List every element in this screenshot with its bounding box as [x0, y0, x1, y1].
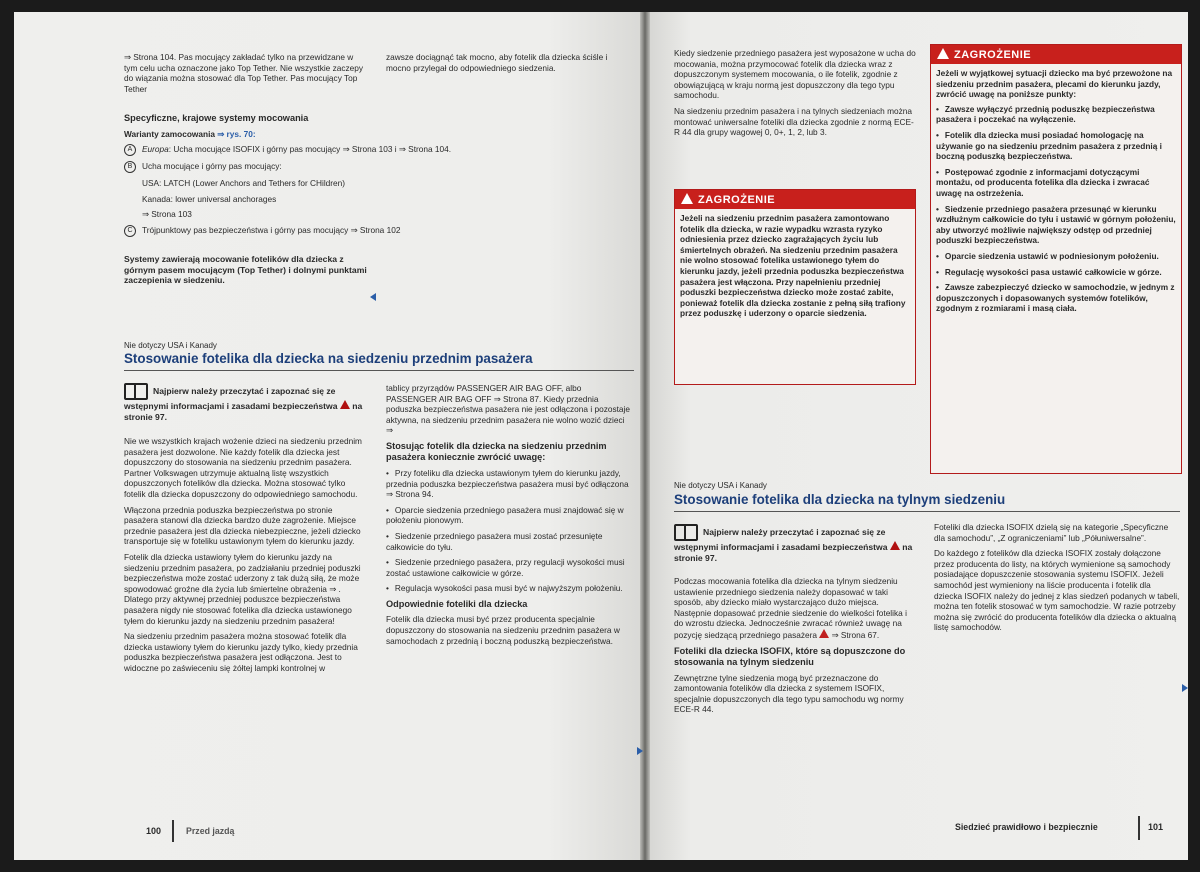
- right-page-number: 101: [1148, 822, 1164, 832]
- list-item: • Postępować zgodnie z informacjami dotyczącymi montażu, od producenta fotelika dla dziecka i zwracać uwagę na ostrzeżenia.: [936, 167, 1176, 199]
- left-column-2: tablicy przyrządów PASSENGER AIR BAG OFF, albo PASSENGER AIR BAG OFF ⇒ Strona 87. Kiedy przednia poduszka bezpieczeństwa pasażera nie jest odłączona i pozostaje aktywna, na siedzeniu przednim pasażera nie wolno wozić dzieci ⇒ Stosując fotelik dla dziecka na siedzeniu przednim pasażera koniecznie zwrócić uwagę: • Przy foteliku dla dziecka ustawionym tyłem do kierunku jazdy, przednia poduszka bezpieczeństwa pasażera musi być odłączona ⇒ Strona 94. • Oparcie siedzenia przedniego pasażera musi znajdować się w położeniu pionowym. • Siedzenie przedniego pasażera musi zostać przesunięte całkowicie do tyłu. • Siedzenie przedniego pasażera, przy regulacji wysokości musi zostać ustawione całkowicie w górze. • Regulacja wysokości pasa musi być w najwyższym położeniu. Odpowiednie foteliki dla dziecka Fotelik dla dziecka musi być przez producenta specjalnie dopuszczony do stosowania na siedzeniu przednim pasażera w samochodach z przednią i boczną poduszką bezpieczeństwa.: [386, 383, 632, 651]
- isofix-variants-block: [124, 113, 624, 242]
- list-item: • Oparcie siedzenia przedniego pasażera musi znajdować się w położeniu pionowym.: [386, 505, 632, 526]
- read-first-note: Najpierw należy przeczytać i zapoznać się ze wstępnymi informacjami i zasadami bezpieczeństwa na stronie 97.: [124, 383, 374, 422]
- continue-arrow-icon: [637, 747, 643, 755]
- list-item: • Regulacja wysokości pasa musi być w najwyższym położeniu.: [386, 583, 632, 594]
- list-item: • Przy foteliku dla dziecka ustawionym tyłem do kierunku jazdy, przednia poduszka bezpieczeństwa pasażera musi być odłączona ⇒ Strona 94.: [386, 468, 632, 500]
- list-item: • Siedzenie przedniego pasażera przesunąć w kierunku wzdłużnym całkowicie do tyłu i ustawić w górnym położeniu, aby utworzyć możliwie największy odstęp od przedniej poduszki bezpieczeństwa.: [936, 204, 1176, 246]
- warning-icon: [681, 193, 693, 204]
- left-page-number: 100: [146, 826, 162, 836]
- option-a: A Europa: Ucha mocujące ISOFIX i górny pas mocujący ⇒ Strona 103 i ⇒ Strona 104.: [124, 144, 624, 156]
- list-item: • Zawsze zabezpieczyć dziecko w samochodzie, w jednym z dopuszczonych i dopasowanych systemów fotelików, zgodnym z rozmiarami i masą ciała.: [936, 282, 1176, 314]
- list-item: • Regulację wysokości pasa ustawić całkowicie w górze.: [936, 267, 1176, 278]
- option-b-marker: B: [124, 161, 136, 173]
- option-b-canada: Kanada: lower universal anchorages: [142, 193, 277, 204]
- warning-triangle-icon: [340, 400, 350, 409]
- left-top-col1: ⇒ Strona 104. Pas mocujący zakładać tylko na przewidzane w tym celu ucha oznaczone jako Top Tether. Nie wszystkie zaczepy do wiązania można stosować dla Top Tether. Pas mocujący Top Tether: [124, 52, 364, 94]
- section-title: Stosowanie fotelika dla dziecka na siedzeniu przednim pasażera: [124, 351, 533, 366]
- warning-box-1: [674, 189, 916, 385]
- option-b-usa: USA: LATCH (Lower Anchors and Tethers for CHildren): [142, 178, 346, 189]
- option-c-marker: C: [124, 225, 136, 237]
- warning-2-header: ZAGROŻENIE: [931, 45, 1181, 64]
- list-item: • Fotelik dla dziecka musi posiadać homologację na używanie go na siedzeniu przednim pasażera z przednią i boczną poduszką bezpieczeństwa.: [936, 130, 1176, 162]
- warning-1-text: Jeżeli na siedzeniu przednim pasażera zamontowano fotelik dla dziecka, w razie wypadku wzrasta ryzyko odniesienia przez dziecko zagrażających życiu lub śmiertelnych obrażeń. Na siedzeniu przednim pasażera nie wolno stosować fotelika ustawionego tyłem do kierunku jazdy, jeżeli przednia poduszka bezpieczeństwa pasażera jest włączona. Przy napełnieniu przedniej poduszki bezpieczeństwa dziecko może zostać zabite, ponieważ fotelik dla dziecka zostanie z pełną siłą trafiony przez poduszkę i uderzony o oparcie siedzenia.: [680, 213, 906, 319]
- left-footer-section: Przed jazdą: [186, 826, 235, 836]
- title-rule: [124, 370, 634, 371]
- region-note-right: Nie dotyczy USA i Kanady: [674, 481, 767, 490]
- book-gutter: [640, 12, 650, 860]
- section-title-right: Stosowanie fotelika dla dziecka na tylnym siedzeniu: [674, 492, 1006, 507]
- book-icon: [674, 524, 698, 541]
- left-column-1: Nie we wszystkich krajach wożenie dzieci na siedzeniu przednim pasażera jest dozwolone. Nie każdy fotelik dla dziecka jest dopuszczony do stosowania na siedzeniu przednim pasażera. Partner Volkswagen utrzymuje aktualną listę wszystkich dopuszczonych fotelików dla dziecka. Można stosować tylko fotelik dla dziecka dopuszczony do odpowiedniego samochodu. Włączona przednia poduszka bezpieczeństwa po stronie pasażera stanowi dla dziecka bardzo duże zagrożenie. Miejsce przednie pasażera jest dla dziecka niebezpieczne, jeżeli dziecko transportuje się w foteliku ustawionym tyłem do kierunku jazdy. Fotelik dla dziecka ustawiony tyłem do kierunku jazdy na siedzeniu przednim pasażera, po zadziałaniu przedniej poduszki bezpieczeństwa może zostać uderzony z tak dużą siłą, że może spowodować groźne dla życia lub śmiertelne obrażenia ⇒ . Dlatego przy aktywnej przedniej poduszce bezpieczeństwa pasażera nigdy nie stosować fotelika dla dziecka ustawionego tyłem do kierunku jazdy na siedzeniu przednim pasażera! Na siedzeniu przednim pasażera można stosować fotelik dla dziecka ustawiony tyłem do kierunku jazdy tylko, kiedy przednia poduszka bezpieczeństwa pasażera jest odłączona. Jest to widoczne po zaświeceniu się żółtej lampki kontrolnej w: [124, 436, 362, 673]
- variants-line: Warianty zamocowania ⇒ rys. 70:: [124, 128, 256, 139]
- warning-1-header: ZAGROŻENIE: [675, 190, 915, 209]
- title-rule-right: [674, 511, 1180, 512]
- list-item: • Zawsze wyłączyć przednią poduszkę bezpieczeństwa pasażera i poczekać na wyłączenie.: [936, 104, 1176, 125]
- right-column-1-top: Kiedy siedzenie przedniego pasażera jest wyposażone w ucha do mocowania, można przymocować fotelik dla dziecka wraz z dopuszczonym systemem mocowania, o ile fotelik, zgodnie z obowiązującą w kraju normą jest dopuszczony dla tego typu samochodu. Na siedzeniu przednim pasażera i na tylnych siedzeniach można montować uniwersalne foteliki dla dziecka zgodnie z normą ECE-R 44 dla grupy wagowej 0, 0+, 1, 2, lub 3.: [674, 48, 916, 138]
- warning-icon: [937, 48, 949, 59]
- warning-triangle-icon: [819, 629, 829, 638]
- figure-link[interactable]: ⇒ rys. 70:: [217, 128, 256, 139]
- warning-triangle-icon: [890, 541, 900, 550]
- right-column-1-bottom: Podczas mocowania fotelika dla dziecka na tylnym siedzeniu ustawienie przedniego siedzenia należy dopasować w taki sposób, aby dziecko miało wystarczająco dużo miejsca. Następnie dopasować przednie siedzenie do wielkości fotelika i do wzrostu dziecka. Jednocześnie zwracać również uwagę na pozycję siedzącą przedniego pasażera ⇒ Strona 67. Foteliki dla dziecka ISOFIX, które są dopuszczone do stosowania na tylnym siedzeniu Zewnętrzne tylne siedzenia mogą być przeznaczone do zamontowania fotelików dla dziecka z systemem ISOFIX, specjalnie dopuszczonych dla tego typu samochodu wg normy ECE-R 44.: [674, 576, 907, 715]
- list-item: • Oparcie siedzenia ustawić w podniesionym położeniu.: [936, 251, 1176, 262]
- warning-2-body: Jeżeli w wyjątkowej sytuacji dziecko ma być przewożone na siedzeniu przednim pasażera, plecami do kierunku jazdy, zwrócić uwagę na poniższe punkty: • Zawsze wyłączyć przednią poduszkę bezpieczeństwa pasażera i poczekać na wyłączenie. • Fotelik dla dziecka musi posiadać homologację na używanie go na siedzeniu przednim pasażera z przednią i boczną poduszką bezpieczeństwa. • Postępować zgodnie z informacjami dotyczącymi montażu, od producenta fotelika dla dziecka i zwracać uwagę na ostrzeżenia. • Siedzenie przedniego pasażera przesunąć w kierunku wzdłużnym całkowicie do tyłu i ustawić w górnym położeniu, aby utworzyć możliwie największy odstęp od przedniej poduszki bezpieczeństwa. • Oparcie siedzenia ustawić w podniesionym położeniu. • Regulację wysokości pasa ustawić całkowicie w górze. • Zawsze zabezpieczyć dziecko w samochodzie, w jednym z dopuszczonych i dopasowanych systemów fotelików, zgodnym z rozmiarami i masą ciała.: [931, 64, 1181, 323]
- option-a-marker: A: [124, 144, 136, 156]
- region-note: Nie dotyczy USA i Kanady: [124, 341, 217, 350]
- footer-divider: [1138, 816, 1140, 840]
- systems-bold-paragraph: Systemy zawierają mocowanie fotelików dla dziecka z górnym pasem mocującym (Top Tether) i dolnymi punktami zaczepienia w siedzeniu.: [124, 254, 367, 286]
- right-column-2: Foteliki dla dziecka ISOFIX dzielą się na kategorie „Specyficzne dla samochodu”, „Z ograniczeniami” lub „Półuniwersalne”. Do każdego z fotelików dla dziecka ISOFIX zostały dołączone przez producenta do listy, na których wymienione są samochody posiadające dopuszczenie stosowania systemu ISOFIX. Jeżeli samochód jest wymieniony na liście producenta i fotelik dla dziecka ISOFIX należy do jednej z klas siedzeń podanych w tabeli, można ten fotelik stosować w tym samochodzie. W razie potrzeby można się zwrócić do producenta fotelików dla dziecka o aktualną listę samochodów.: [934, 522, 1180, 633]
- option-c: C Trójpunktowy pas bezpieczeństwa i górny pas mocujący ⇒ Strona 102: [124, 225, 624, 237]
- spec-heading: Specyficzne, krajowe systemy mocowania: [124, 113, 309, 123]
- read-first-note-right: Najpierw należy przeczytać i zapoznać się ze wstępnymi informacjami i zasadami bezpieczeństwa na stronie 97.: [674, 524, 920, 563]
- warning-box-2: [930, 44, 1182, 474]
- list-item: • Siedzenie przedniego pasażera musi zostać przesunięte całkowicie do tyłu.: [386, 531, 632, 552]
- continue-arrow-icon: [1182, 684, 1188, 692]
- left-top-col2: zawsze dociągnąć tak mocno, aby fotelik dla dziecka ściśle i mocno przylegał do odpowiedniego siedzenia.: [386, 52, 608, 73]
- book-icon: [124, 383, 148, 400]
- back-arrow-icon: [370, 293, 376, 301]
- option-b: B Ucha mocujące i górny pas mocujący:: [124, 161, 624, 173]
- footer-divider: [172, 820, 174, 842]
- right-footer-section: Siedzieć prawidłowo i bezpiecznie: [955, 822, 1098, 832]
- option-b-ref: ⇒ Strona 103: [142, 209, 192, 220]
- list-item: • Siedzenie przedniego pasażera, przy regulacji wysokości musi zostać ustawione całkowicie w górze.: [386, 557, 632, 578]
